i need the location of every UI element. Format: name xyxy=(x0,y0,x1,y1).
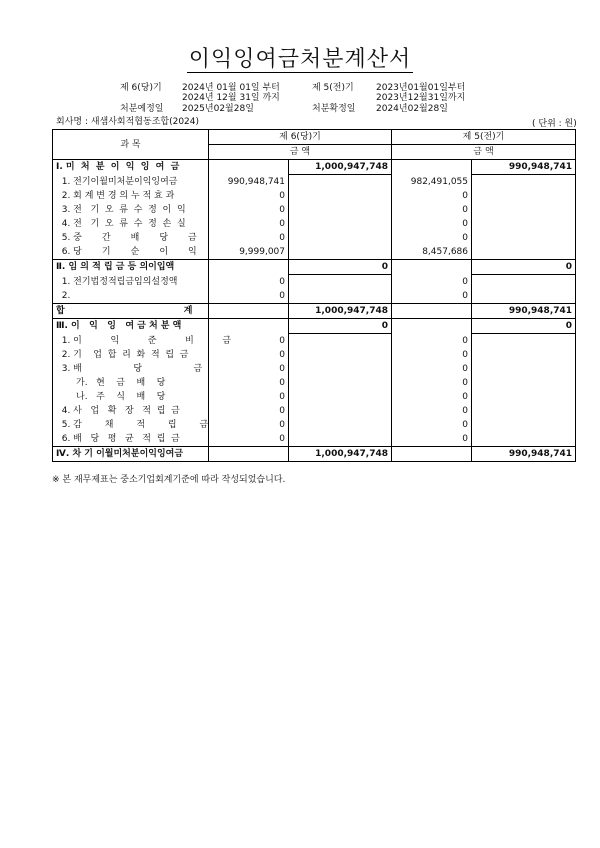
table-row xyxy=(53,362,576,376)
prev-detail-amount: 8,457,686 xyxy=(392,245,472,260)
prev-detail-amount: 0 xyxy=(392,217,472,231)
current-detail-amount: 0 xyxy=(209,362,289,376)
row-label: 2. 회 계 변 경 의 누 적 효 과 xyxy=(53,189,209,203)
current-detail-amount xyxy=(209,447,289,462)
current-detail-amount xyxy=(209,260,289,275)
prev-total-amount xyxy=(472,245,576,260)
prev-amount-header: 금 액 xyxy=(392,145,576,160)
prev-detail-amount: 0 xyxy=(392,362,472,376)
prev-detail-amount: 0 xyxy=(392,390,472,404)
current-period-start: 2024년 01월 01일 부터 xyxy=(182,83,280,93)
row-label: 2. 기 업 합 리 화 적 립 금 xyxy=(53,348,209,362)
footnote: ※ 본 재무제표는 중소기업회계기준에 따라 작성되었습니다. xyxy=(52,475,286,485)
current-detail-amount: 990,948,741 xyxy=(209,175,289,190)
current-total-amount: 1,000,947,748 xyxy=(289,447,392,462)
prev-detail-amount: 0 xyxy=(392,404,472,418)
prev-detail-amount: 0 xyxy=(392,334,472,349)
current-detail-amount: 0 xyxy=(209,334,289,349)
prev-total-amount xyxy=(472,334,576,349)
row-label: 나. 주 식 배 당 xyxy=(53,390,209,404)
row-label: 2. xyxy=(53,289,209,304)
table-row xyxy=(53,348,576,362)
row-label: 3. 전 기 오 류 수 정 이 익 xyxy=(53,203,209,217)
current-detail-amount: 0 xyxy=(209,217,289,231)
prev-detail-amount xyxy=(392,304,472,319)
current-total-amount: 1,000,947,748 xyxy=(289,304,392,319)
prev-total-amount xyxy=(472,217,576,231)
current-detail-amount: 0 xyxy=(209,376,289,390)
current-total-amount: 0 xyxy=(289,260,392,275)
row-label: Ⅰ. 미 처 분 이 익 잉 여 금 xyxy=(53,160,209,175)
prev-detail-amount xyxy=(392,319,472,334)
prev-total-amount: 0 xyxy=(472,260,576,275)
current-total-amount xyxy=(289,432,392,447)
current-total-amount: 0 xyxy=(289,319,392,334)
row-label: 1. 전기법정적립금임의설정액 xyxy=(53,275,209,290)
table-row xyxy=(53,160,576,175)
table-row xyxy=(53,175,576,190)
current-detail-amount: 0 xyxy=(209,404,289,418)
table-row xyxy=(53,217,576,231)
prev-period-start: 2023년01월01일부터 xyxy=(376,83,466,93)
current-total-amount xyxy=(289,175,392,190)
current-detail-amount: 0 xyxy=(209,348,289,362)
table-row xyxy=(53,447,576,462)
current-detail-amount: 0 xyxy=(209,189,289,203)
current-total-amount xyxy=(289,390,392,404)
prev-total-amount xyxy=(472,362,576,376)
row-label: 합 계 xyxy=(53,304,209,319)
prev-total-amount: 990,948,741 xyxy=(472,304,576,319)
current-total-amount xyxy=(289,189,392,203)
statement-table xyxy=(52,129,576,462)
table-row xyxy=(53,260,576,275)
prev-total-amount xyxy=(472,175,576,190)
row-label: 4. 사 업 확 장 적 립 금 xyxy=(53,404,209,418)
current-total-amount xyxy=(289,231,392,245)
current-total-amount xyxy=(289,404,392,418)
prev-detail-amount: 982,491,055 xyxy=(392,175,472,190)
row-label: 6. 배 당 평 균 적 립 금 xyxy=(53,432,209,447)
prev-total-amount: 990,948,741 xyxy=(472,447,576,462)
prev-period-end: 2023년12월31일까지 xyxy=(376,93,466,103)
prev-total-amount xyxy=(472,189,576,203)
table-row xyxy=(53,189,576,203)
document-title: 이익잉여금처분계산서 xyxy=(188,47,412,72)
current-total-amount xyxy=(289,203,392,217)
row-label: 4. 전 기 오 류 수 정 손 실 xyxy=(53,217,209,231)
prev-detail-amount: 0 xyxy=(392,418,472,432)
row-label: Ⅳ. 차 기 이월미처분이익잉여금 xyxy=(53,447,209,462)
table-row xyxy=(53,231,576,245)
current-total-amount xyxy=(289,217,392,231)
prev-total-amount xyxy=(472,203,576,217)
current-detail-amount: 0 xyxy=(209,390,289,404)
table-row xyxy=(53,432,576,447)
table-row xyxy=(53,418,576,432)
current-detail-amount: 0 xyxy=(209,231,289,245)
row-label: Ⅲ. 이 익 잉 여 금 처 분 액 xyxy=(53,319,209,334)
prev-detail-amount: 0 xyxy=(392,289,472,304)
current-total-amount xyxy=(289,348,392,362)
current-detail-amount: 0 xyxy=(209,432,289,447)
current-total-amount xyxy=(289,289,392,304)
table-row xyxy=(53,319,576,334)
prev-total-amount xyxy=(472,376,576,390)
current-total-amount xyxy=(289,362,392,376)
row-label: 3. 배 당 금 xyxy=(53,362,209,376)
current-total-amount xyxy=(289,418,392,432)
company-name: 회사명 : 새샘사회적협동조합(2024) xyxy=(56,117,200,127)
prev-total-amount xyxy=(472,348,576,362)
prev-detail-amount xyxy=(392,260,472,275)
current-total-amount xyxy=(289,275,392,290)
confirmed-date: 2024년02월28일 xyxy=(376,104,448,114)
current-total-amount xyxy=(289,245,392,260)
current-detail-amount: 0 xyxy=(209,275,289,290)
table-row xyxy=(53,245,576,260)
prev-total-amount: 990,948,741 xyxy=(472,160,576,175)
table-row xyxy=(53,390,576,404)
prev-detail-amount: 0 xyxy=(392,231,472,245)
current-detail-amount: 0 xyxy=(209,289,289,304)
current-period-header: 제 6(당)기 xyxy=(209,130,392,145)
table-row xyxy=(53,275,576,290)
table-row xyxy=(53,289,576,304)
table-row xyxy=(53,304,576,319)
prev-total-amount xyxy=(472,432,576,447)
prev-detail-amount: 0 xyxy=(392,348,472,362)
prev-total-amount xyxy=(472,275,576,290)
row-label: 1. 이 익 준 비 금 xyxy=(53,334,209,349)
current-total-amount: 1,000,947,748 xyxy=(289,160,392,175)
row-label: Ⅱ. 임 의 적 립 금 등 의이입액 xyxy=(53,260,209,275)
prev-detail-amount: 0 xyxy=(392,432,472,447)
table-row xyxy=(53,334,576,349)
prev-total-amount: 0 xyxy=(472,319,576,334)
current-detail-amount: 0 xyxy=(209,203,289,217)
prev-detail-amount: 0 xyxy=(392,189,472,203)
unit-label: ( 단위 : 원) xyxy=(532,119,577,129)
prev-period-header: 제 5(전)기 xyxy=(392,130,576,145)
row-label: 1. 전기이월미처분이익잉여금 xyxy=(53,175,209,190)
current-detail-amount xyxy=(209,160,289,175)
prev-period-label: 제 5(전)기 xyxy=(312,83,354,93)
current-detail-amount xyxy=(209,304,289,319)
row-label: 5. 중 간 배 당 금 xyxy=(53,231,209,245)
table-row xyxy=(53,203,576,217)
table-row xyxy=(53,404,576,418)
prev-total-amount xyxy=(472,418,576,432)
row-label: 6. 당 기 순 이 익 xyxy=(53,245,209,260)
prev-detail-amount xyxy=(392,447,472,462)
prev-detail-amount xyxy=(392,160,472,175)
row-label: 5. 감 채 적 립 금 xyxy=(53,418,209,432)
prev-total-amount xyxy=(472,404,576,418)
current-period-label: 제 6(당)기 xyxy=(120,83,162,93)
item-header: 과 목 xyxy=(53,130,209,160)
row-label: 가. 현 금 배 당 xyxy=(53,376,209,390)
current-total-amount xyxy=(289,334,392,349)
prev-detail-amount: 0 xyxy=(392,376,472,390)
current-total-amount xyxy=(289,376,392,390)
current-detail-amount xyxy=(209,319,289,334)
prev-total-amount xyxy=(472,390,576,404)
prev-total-amount xyxy=(472,231,576,245)
prev-detail-amount: 0 xyxy=(392,203,472,217)
confirmed-date-label: 처분확정일 xyxy=(312,104,356,114)
planned-date-label: 처분예정일 xyxy=(120,104,164,114)
prev-total-amount xyxy=(472,289,576,304)
current-detail-amount: 0 xyxy=(209,418,289,432)
current-amount-header: 금 액 xyxy=(209,145,392,160)
prev-detail-amount: 0 xyxy=(392,275,472,290)
table-row xyxy=(53,376,576,390)
current-detail-amount: 9,999,007 xyxy=(209,245,289,260)
planned-date: 2025년02월28일 xyxy=(182,104,254,114)
current-period-end: 2024년 12월 31일 까지 xyxy=(182,93,280,103)
